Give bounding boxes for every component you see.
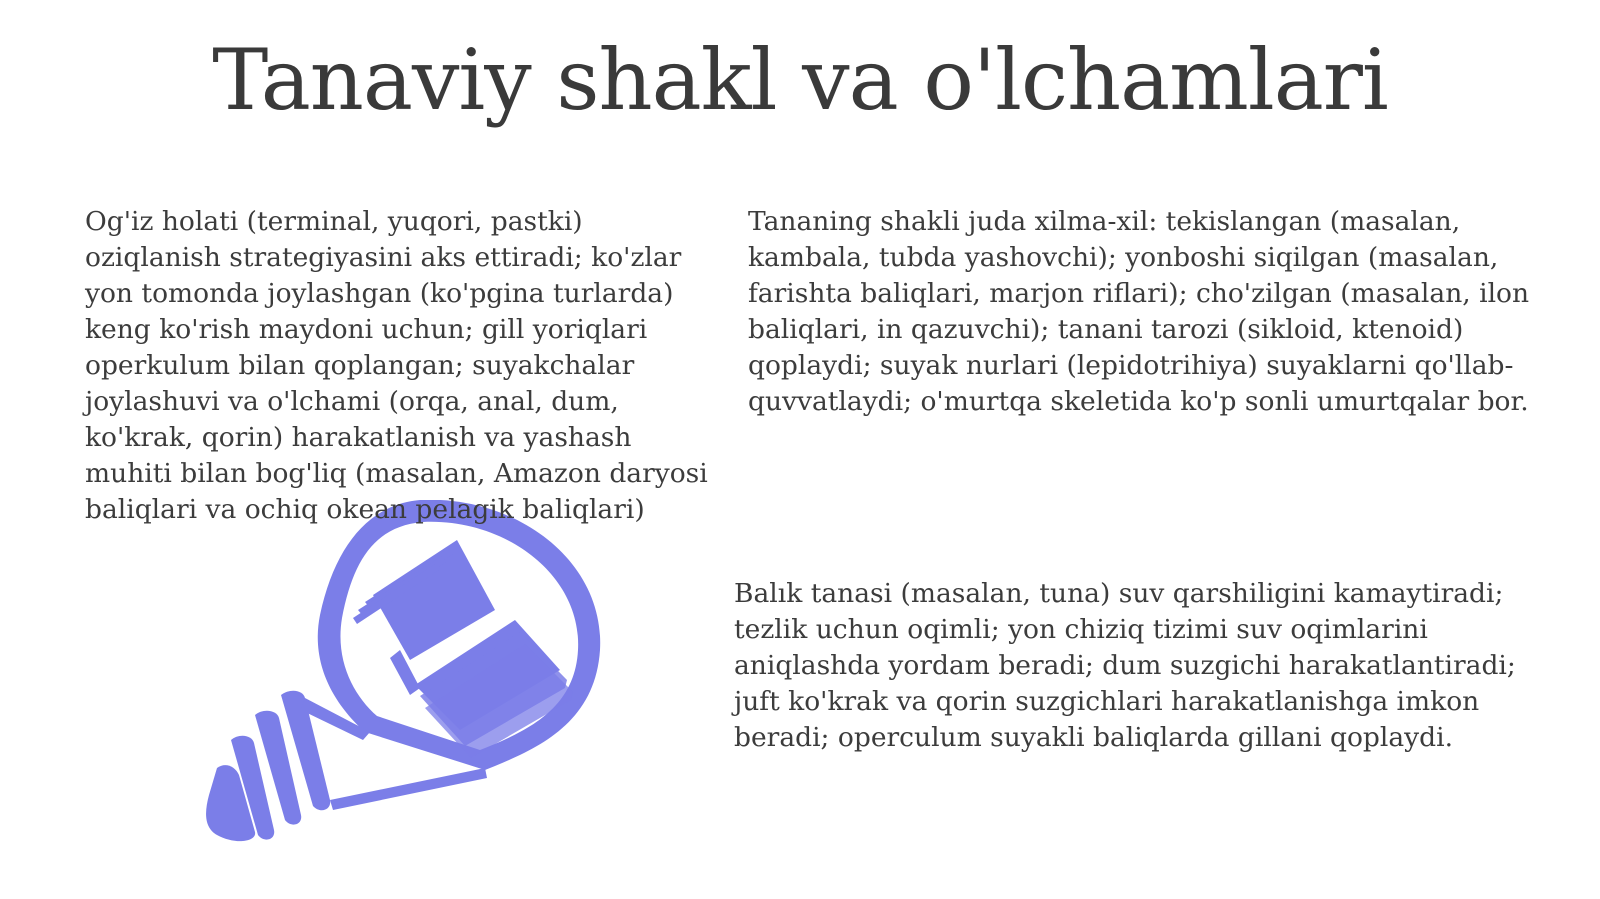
left-text-block: Og'iz holati (terminal, yuqori, pastki) oziqlanish strategiyasini aks ettiradi; ko'zlar yon tomonda joylashgan (ko'pgina turlarda) keng ko'rish maydoni uchun; gill yoriqlari operkulum bilan qoplangan; suyakchalar joylashuvi va o'lchami (orqa, anal, dum, ko'krak, qorin) harakatlanish va yashash muhiti bilan bog'liq (masalan, Amazon daryosi baliqlari va ochiq okean pelagik baliqlari) xyxy=(85,206,708,525)
slide-title: Tanaviy shakl va o'lchamlari xyxy=(212,31,1388,129)
right-bottom-text-block: Balık tanasi (masalan, tuna) suv qarshiligini kamaytiradi; tezlik uchun oqimli; yon chiziq tizimi suv oqimlarini aniqlashda yordam beradi; dum suzgichi harakatlantiradi; juft ko'krak va qorin suzgichlari harakatlanishga imkon beradi; operculum suyakli baliqlarda gillani qoplaydi. xyxy=(734,578,1516,753)
right-top-text-block: Tananing shakli juda xilma-xil: tekislangan (masalan, kambala, tubda yashovchi); yonboshi siqilgan (masalan, farishta baliqlari, marjon riflari); cho'zilgan (masalan, ilon baliqlari, in qazuvchi); tanani tarozi (sikloid, ktenoid) qoplaydi; suyak nurlari (lepidotrihiya) suyaklarni qo'llab-quvvatlaydi; o'murtqa skeletida ko'p sonli umurtqalar bor. xyxy=(748,206,1530,417)
lightbulb-with-book-icon xyxy=(195,500,625,860)
